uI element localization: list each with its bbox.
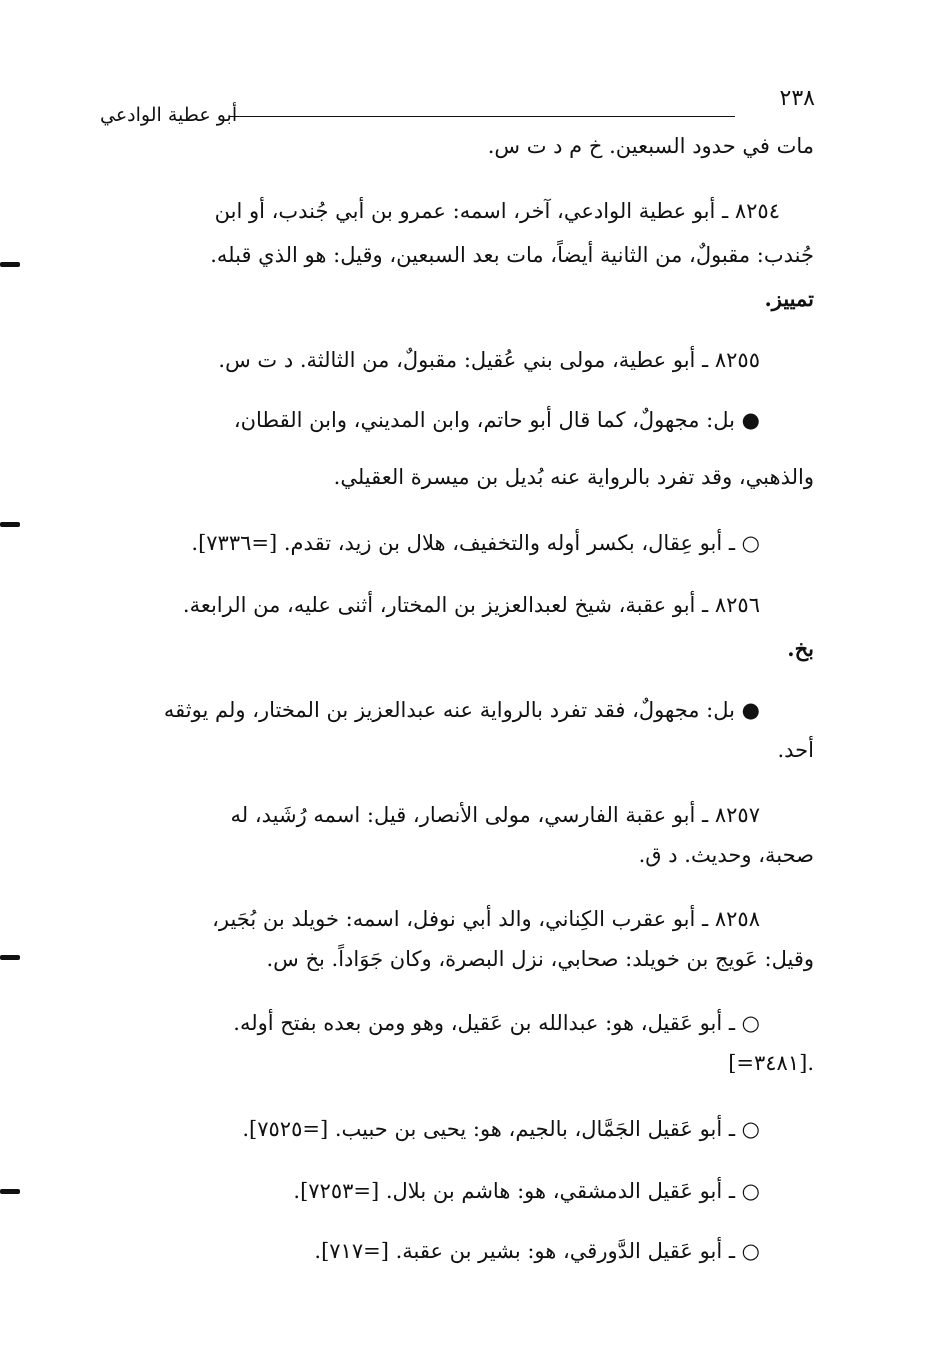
comment-8256-line-2: أحد. xyxy=(777,738,814,762)
cross-ref-abu-aqil-line-2: [=٣٤٨١]. xyxy=(728,1051,814,1075)
scan-edge-mark xyxy=(0,262,20,267)
cross-ref-abu-iqal: ○ ـ أبو عِقال، بكسر أوله والتخفيف، هلال بن زيد، تقدم. [=٧٣٣٦]. xyxy=(191,531,760,555)
cross-ref-abu-aqil-line-1: ○ ـ أبو عَقيل، هو: عبدالله بن عَقيل، وهو ومن بعده بفتح أوله. xyxy=(233,1011,760,1035)
entry-8254-line-1: ٨٢٥٤ ـ أبو عطية الوادعي، آخر، اسمه: عمرو بن أبي جُندب، أو ابن xyxy=(214,199,780,223)
cross-ref-abu-aqil-jammal: ○ ـ أبو عَقيل الجَمَّال، بالجيم، هو: يحيى بن حبيب. [=٧٥٢٥]. xyxy=(242,1117,760,1141)
entry-8257-line-2: صحبة، وحديث. د ق. xyxy=(638,843,814,867)
page-header xyxy=(100,86,815,126)
entry-8254-line-3: تمييز. xyxy=(764,286,814,311)
scan-edge-mark xyxy=(0,955,20,960)
entry-8257-line-1: ٨٢٥٧ ـ أبو عقبة الفارسي، مولى الأنصار، قيل: اسمه رُشَيد، له xyxy=(230,803,760,827)
comment-8255-line-1: ● بل: مجهولٌ، كما قال أبو حاتم، وابن المديني، وابن القطان، xyxy=(233,408,760,432)
entry-8255: ٨٢٥٥ ـ أبو عطية، مولى بني عُقيل: مقبولٌ، من الثالثة. د ت س. xyxy=(218,348,760,372)
entry-8256-line-1: ٨٢٥٦ ـ أبو عقبة، شيخ لعبدالعزيز بن المختار، أثنى عليه، من الرابعة. xyxy=(182,593,760,617)
entry-8254-line-2: جُندب: مقبولٌ، من الثانية أيضاً، مات بعد السبعين، وقيل: هو الذي قبله. xyxy=(210,243,814,267)
entry-8256-line-2: بخ. xyxy=(787,636,814,661)
comment-8255-line-2: والذهبي، وقد تفرد بالرواية عنه بُديل بن ميسرة العقيلي. xyxy=(333,465,814,489)
entry-8258-line-1: ٨٢٥٨ ـ أبو عقرب الكِناني، والد أبي نوفل، اسمه: خويلد بن بُجَير، xyxy=(212,907,760,931)
scan-edge-mark xyxy=(0,522,20,527)
header-rule xyxy=(230,116,735,117)
comment-8256-line-1: ● بل: مجهولٌ، فقد تفرد بالرواية عنه عبدالعزيز بن المختار، ولم يوثقه xyxy=(163,698,760,722)
running-title: أبو عطية الوادعي xyxy=(100,104,238,126)
text-line-1: مات في حدود السبعين. خ م د ت س. xyxy=(487,134,814,158)
entry-8258-line-2: وقيل: عَويج بن خويلد: صحابي، نزل البصرة، وكان جَوَاداً. بخ س. xyxy=(266,947,814,971)
page-number: ٢٣٨ xyxy=(779,86,815,111)
cross-ref-abu-aqil-dawraqi: ○ ـ أبو عَقيل الدَّورقي، هو: بشير بن عقبة. [=٧١٧]. xyxy=(314,1239,760,1263)
cross-ref-abu-aqil-dimashqi: ○ ـ أبو عَقيل الدمشقي، هو: هاشم بن بلال. [=٧٢٥٣]. xyxy=(293,1179,760,1203)
scan-edge-mark xyxy=(0,1189,20,1194)
